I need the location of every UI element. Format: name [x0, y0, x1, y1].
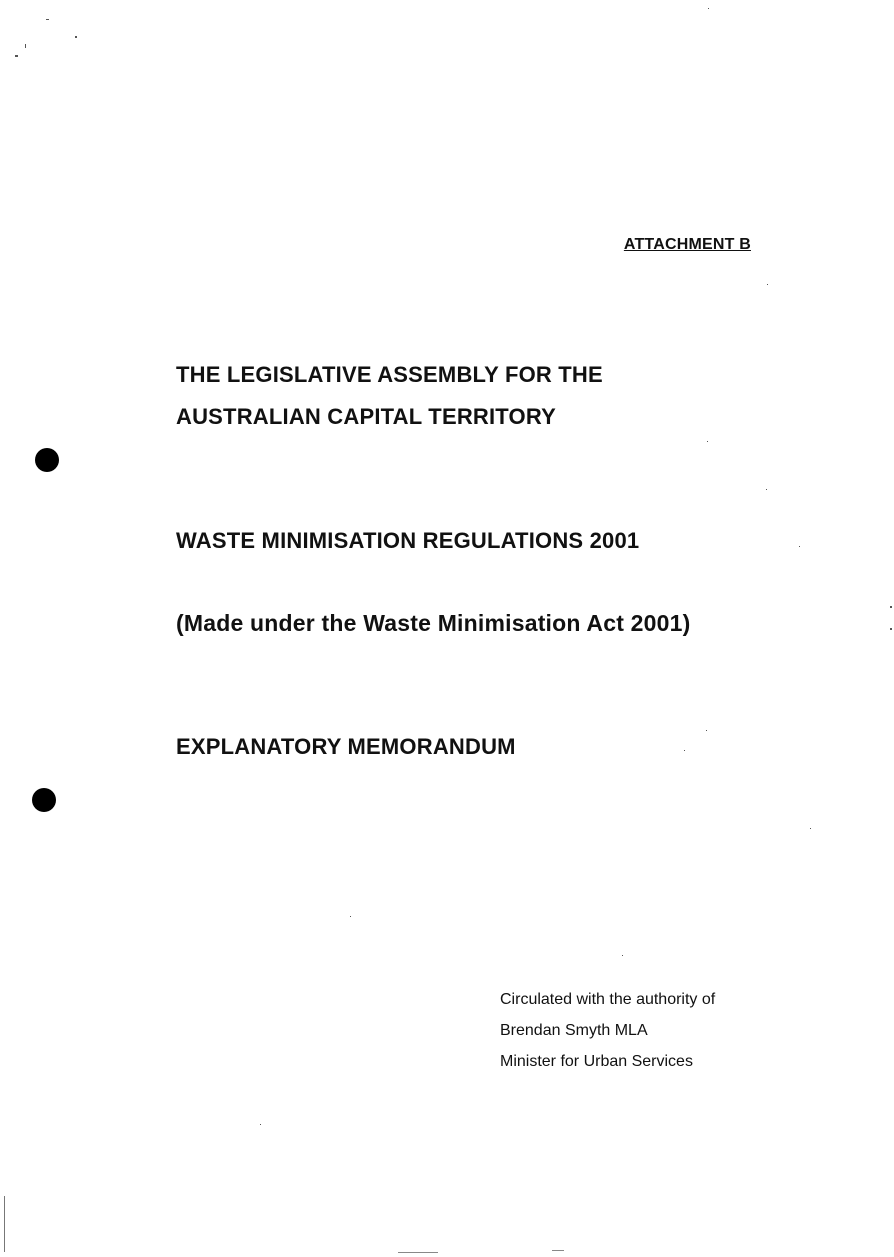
assembly-heading-line2: AUSTRALIAN CAPITAL TERRITORY — [176, 404, 557, 429]
made-under-subtitle: (Made under the Waste Minimisation Act 2001) — [176, 610, 691, 636]
scan-speck — [767, 284, 768, 285]
signature-line-name: Brendan Smyth MLA — [500, 1022, 648, 1039]
signature-line-authority: Circulated with the authority of — [500, 991, 716, 1008]
punch-hole-top — [35, 448, 59, 472]
scan-speck — [706, 730, 707, 731]
scan-speck — [707, 441, 708, 442]
scan-speck — [766, 489, 767, 490]
scan-edge-mark — [552, 1250, 564, 1251]
scan-speck — [350, 916, 351, 917]
scan-speck — [15, 55, 18, 57]
scan-speck — [708, 8, 709, 9]
scan-speck — [25, 44, 26, 48]
scan-speck — [75, 36, 77, 38]
scan-speck — [260, 1124, 261, 1125]
scan-speck — [622, 955, 623, 956]
scan-speck — [684, 750, 685, 751]
scan-speck — [799, 546, 800, 547]
scan-speck — [46, 19, 49, 20]
assembly-heading-line1: THE LEGISLATIVE ASSEMBLY FOR THE — [176, 362, 603, 387]
regulations-title: WASTE MINIMISATION REGULATIONS 2001 — [176, 528, 640, 553]
scan-speck — [890, 628, 892, 630]
scan-speck — [810, 828, 811, 829]
punch-hole-bottom — [32, 788, 56, 812]
scan-edge-mark — [4, 1196, 5, 1252]
attachment-label: ATTACHMENT B — [623, 236, 751, 253]
memorandum-title: EXPLANATORY MEMORANDUM — [176, 734, 516, 759]
scan-speck — [890, 606, 892, 608]
signature-line-role: Minister for Urban Services — [500, 1053, 693, 1070]
scan-edge-mark — [398, 1252, 438, 1253]
